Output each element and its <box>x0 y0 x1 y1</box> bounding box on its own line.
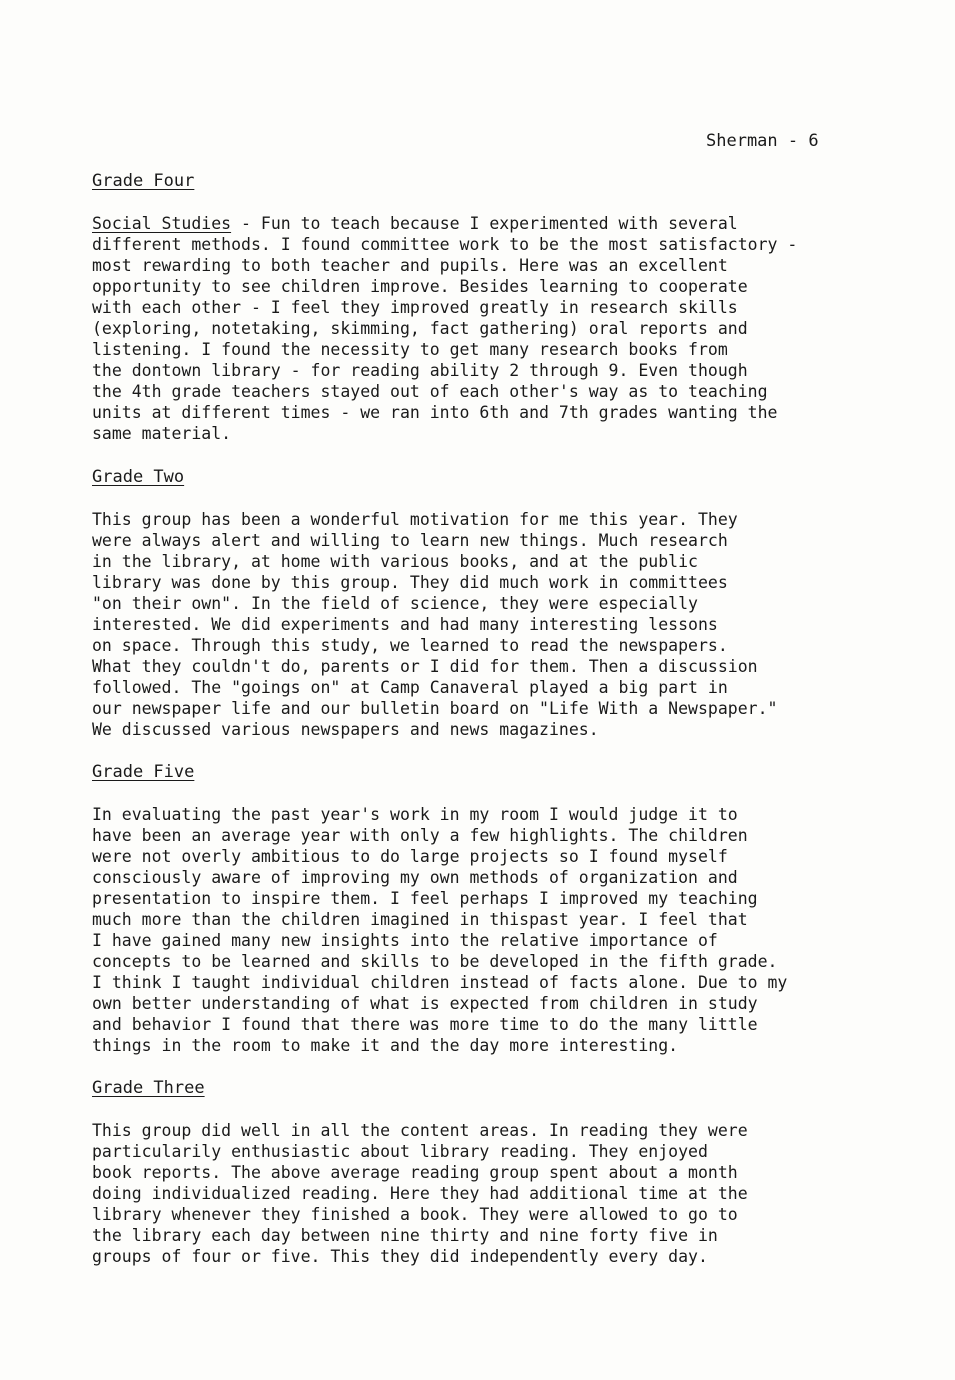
section-body <box>92 213 872 444</box>
text-line: followed. The "goings on" at Camp Canaveral played a big part in <box>92 678 728 697</box>
section-body <box>92 1120 872 1267</box>
text-line: particularily enthusiastic about library reading. They enjoyed <box>92 1142 708 1161</box>
text-line: I have gained many new insights into the relative importance of <box>92 931 718 950</box>
text-line: were not overly ambitious to do large projects so I found myself <box>92 847 728 866</box>
text-line: What they couldn't do, parents or I did for them. Then a discussion <box>92 657 758 676</box>
text-line: library was done by this group. They did much work in committees <box>92 573 728 592</box>
section-heading: Grade Four <box>92 171 195 191</box>
text-line: opportunity to see children improve. Besides learning to cooperate <box>92 277 748 296</box>
text-line: things in the room to make it and the day more interesting. <box>92 1036 679 1055</box>
text-line: same material. <box>92 424 232 443</box>
text-line: different methods. I found committee work to be the most satisfactory - <box>92 235 798 254</box>
section-heading: Grade Five <box>92 762 195 782</box>
text-line: groups of four or five. This they did independently every day. <box>92 1247 708 1266</box>
section-grade-four <box>92 170 872 444</box>
text-line: and behavior I found that there was more time to do the many little <box>92 1015 758 1034</box>
section-body <box>92 509 872 740</box>
text-line-rest: - Fun to teach because I experimented with several <box>231 214 738 233</box>
section-body <box>92 804 872 1056</box>
text-line: book reports. The above average reading group spent about a month <box>92 1163 738 1182</box>
text-line: This group has been a wonderful motivation for me this year. They <box>92 510 738 529</box>
text-line: doing individualized reading. Here they had additional time at the <box>92 1184 748 1203</box>
text-line: (exploring, notetaking, skimming, fact gathering) oral reports and <box>92 319 748 338</box>
text-line: our newspaper life and our bulletin board on "Life With a Newspaper." <box>92 699 778 718</box>
text-line: library whenever they finished a book. They were allowed to go to <box>92 1205 738 1224</box>
text-line: own better understanding of what is expected from children in study <box>92 994 758 1013</box>
text-line: consciously aware of improving my own methods of organization and <box>92 868 738 887</box>
text-line: interested. We did experiments and had many interesting lessons <box>92 615 718 634</box>
text-line: units at different times - we ran into 6th and 7th grades wanting the <box>92 403 778 422</box>
text-line: "on their own". In the field of science, they were especially <box>92 594 698 613</box>
text-line: In evaluating the past year's work in my room I would judge it to <box>92 805 738 824</box>
text-line: with each other - I feel they improved greatly in research skills <box>92 298 738 317</box>
page-header: Sherman - 6 <box>706 131 819 151</box>
text-line: were always alert and willing to learn new things. Much research <box>92 531 728 550</box>
text-line: have been an average year with only a few highlights. The children <box>92 826 748 845</box>
text-line: listening. I found the necessity to get many research books from <box>92 340 728 359</box>
subject-label: Social Studies <box>92 214 232 233</box>
text-line <box>92 213 872 234</box>
text-line: I think I taught individual children instead of facts alone. Due to my <box>92 973 788 992</box>
text-line: presentation to inspire them. I feel perhaps I improved my teaching <box>92 889 758 908</box>
text-line: in the library, at home with various books, and at the public <box>92 552 698 571</box>
text-line: most rewarding to both teacher and pupils. Here was an excellent <box>92 256 728 275</box>
text-line: This group did well in all the content areas. In reading they were <box>92 1121 748 1140</box>
text-line: concepts to be learned and skills to be developed in the fifth grade. <box>92 952 778 971</box>
text-line: the dontown library - for reading ability 2 through 9. Even though <box>92 361 748 380</box>
text-line: the library each day between nine thirty and nine forty five in <box>92 1226 718 1245</box>
text-line: We discussed various newspapers and news magazines. <box>92 720 599 739</box>
text-line: the 4th grade teachers stayed out of each other's way as to teaching <box>92 382 768 401</box>
section-grade-three <box>92 1077 872 1267</box>
section-heading: Grade Two <box>92 467 185 487</box>
section-heading: Grade Three <box>92 1078 205 1098</box>
text-line: much more than the children imagined in thispast year. I feel that <box>92 910 748 929</box>
text-line: on space. Through this study, we learned to read the newspapers. <box>92 636 728 655</box>
section-grade-two <box>92 466 872 740</box>
section-grade-five <box>92 761 872 1056</box>
